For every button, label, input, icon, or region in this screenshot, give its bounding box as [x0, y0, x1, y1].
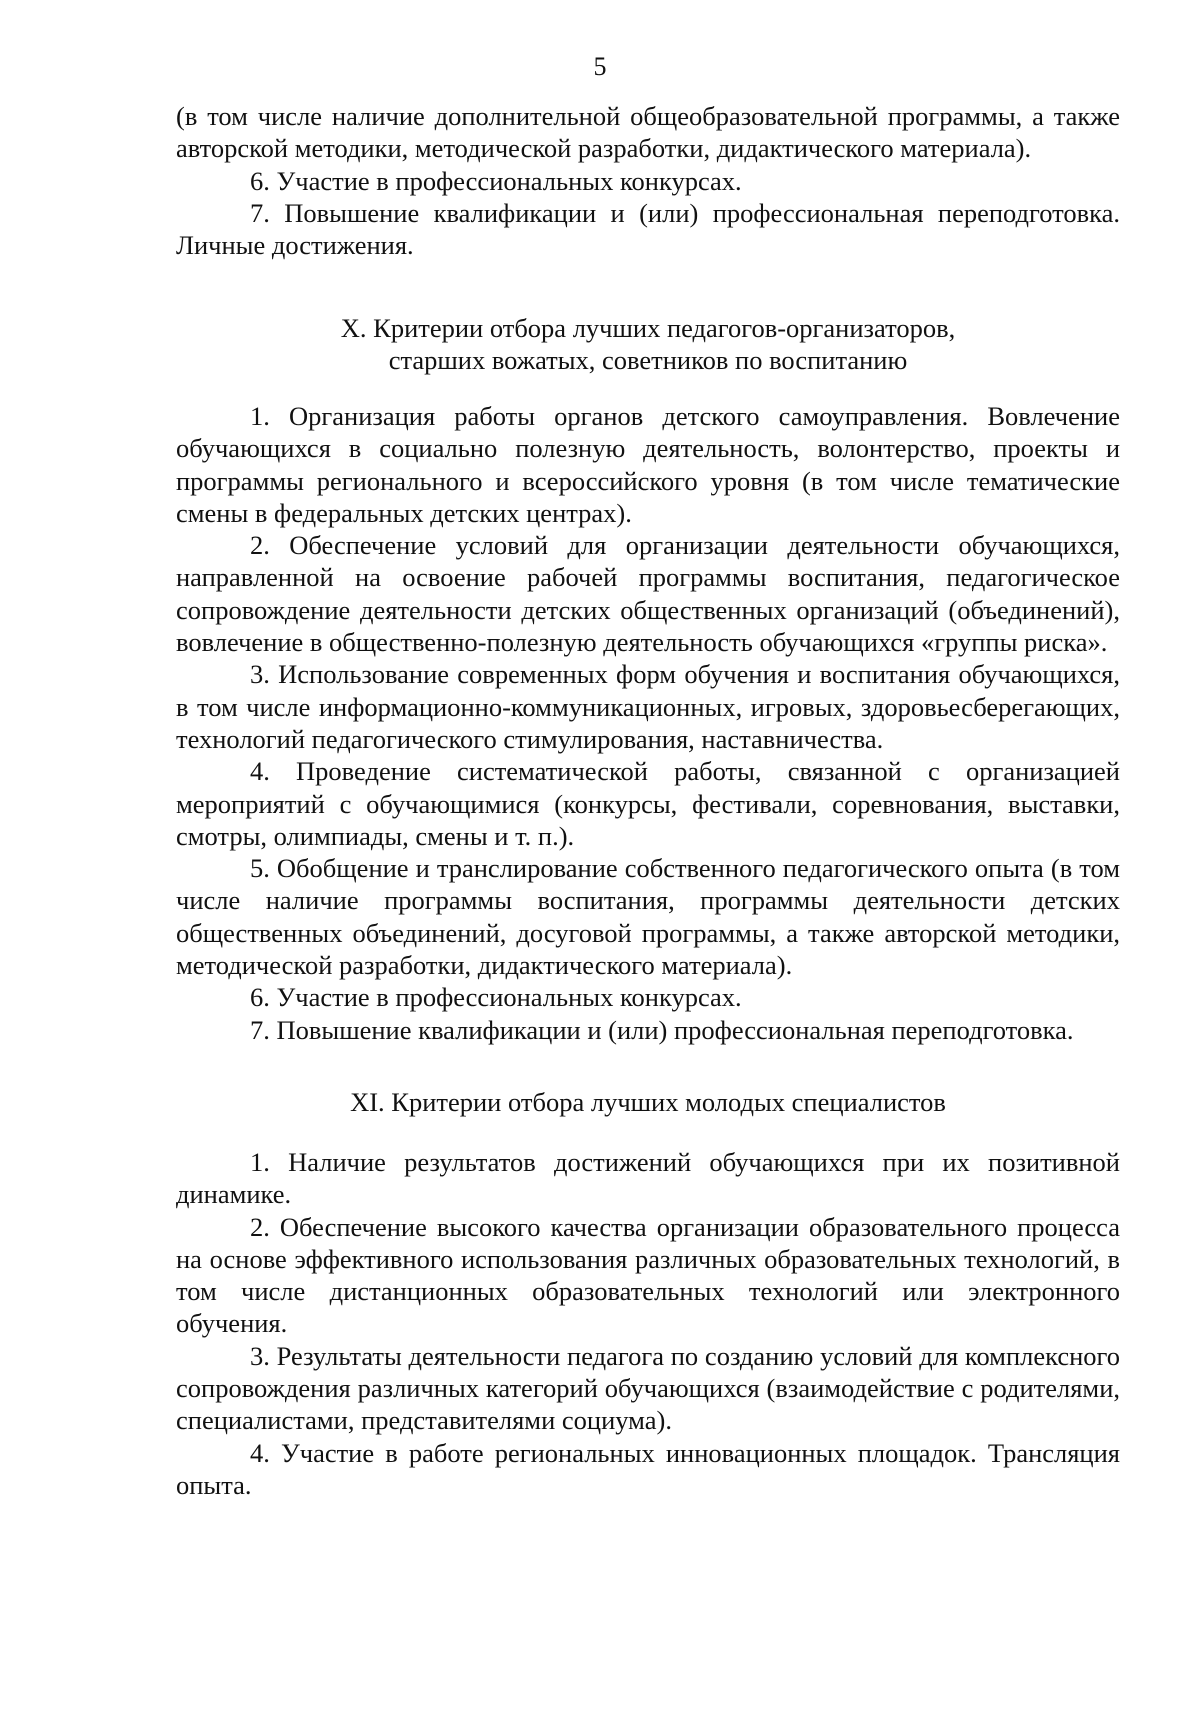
section-heading-line: X. Критерии отбора лучших педагогов-организаторов, [340, 313, 956, 343]
list-item: 3. Использование современных форм обучения и воспитания обучающихся, в том числе информационно-коммуникационных, игровых, здоровьесберегающих, технологий педагогического стимулирования, наставничества. [176, 659, 1120, 754]
section-xi-items [176, 1146, 1120, 1501]
list-item: 2. Обеспечение высокого качества организации образовательного процесса на основе эффективного использования различных образовательных технологий, в том числе дистанционных образовательных технологий или электронного обучения. [176, 1211, 1120, 1339]
section-x-items [176, 400, 1120, 1046]
list-item: 1. Организация работы органов детского самоуправления. Вовлечение обучающихся в социально полезную деятельность, волонтерство, проекты и программы регионального и всероссийского уровня (в том числе тематические смены в федеральных детских центрах). [176, 401, 1120, 528]
top-block [176, 100, 1120, 261]
list-item: 1. Наличие результатов достижений обучающихся при их позитивной динамике. [176, 1147, 1120, 1210]
list-item: 3. Результаты деятельности педагога по созданию условий для комплексного сопровождения различных категорий обучающихся (взаимодействие с родителями, специалистами, представителями социума). [176, 1340, 1120, 1436]
section-x-heading [176, 312, 1120, 377]
list-item: 7. Повышение квалификации и (или) профессиональная переподготовка. Личные достижения. [176, 197, 1120, 261]
continuation-paragraph: (в том числе наличие дополнительной общеобразовательной программы, а также авторской методики, методической разработки, дидактического материала). [176, 101, 1120, 164]
page-number: 5 [593, 52, 607, 81]
list-item: 4. Участие в работе региональных инновационных площадок. Трансляция опыта. [176, 1437, 1120, 1500]
section-heading-line: XI. Критерии отбора лучших молодых специалистов [350, 1087, 946, 1117]
list-item: 7. Повышение квалификации и (или) профессиональная переподготовка. [250, 1014, 1074, 1045]
list-item: 2. Обеспечение условий для организации деятельности обучающихся, направленной на освоение рабочей программы воспитания, педагогическое сопровождение деятельности детских общественных организаций (объединений), вовлечение в общественно-полезную деятельность обучающихся «группы риска». [176, 530, 1120, 658]
section-heading-line: старших вожатых, советников по воспитанию [388, 345, 908, 376]
list-item: 4. Проведение систематической работы, связанной с организацией мероприятий с обучающимися (конкурсы, фестивали, соревнования, выставки, смотры, олимпиады, смены и т. п.). [176, 756, 1120, 851]
list-item: 6. Участие в профессиональных конкурсах. [250, 982, 742, 1013]
section-xi-heading [176, 1086, 1120, 1118]
list-item: 6. Участие в профессиональных конкурсах. [250, 165, 742, 196]
list-item: 5. Обобщение и транслирование собственного педагогического опыта (в том числе наличие программы воспитания, программы деятельности детских общественных объединений, досуговой программы, а также авторской методики, методической разработки, дидактического материала). [176, 853, 1120, 981]
